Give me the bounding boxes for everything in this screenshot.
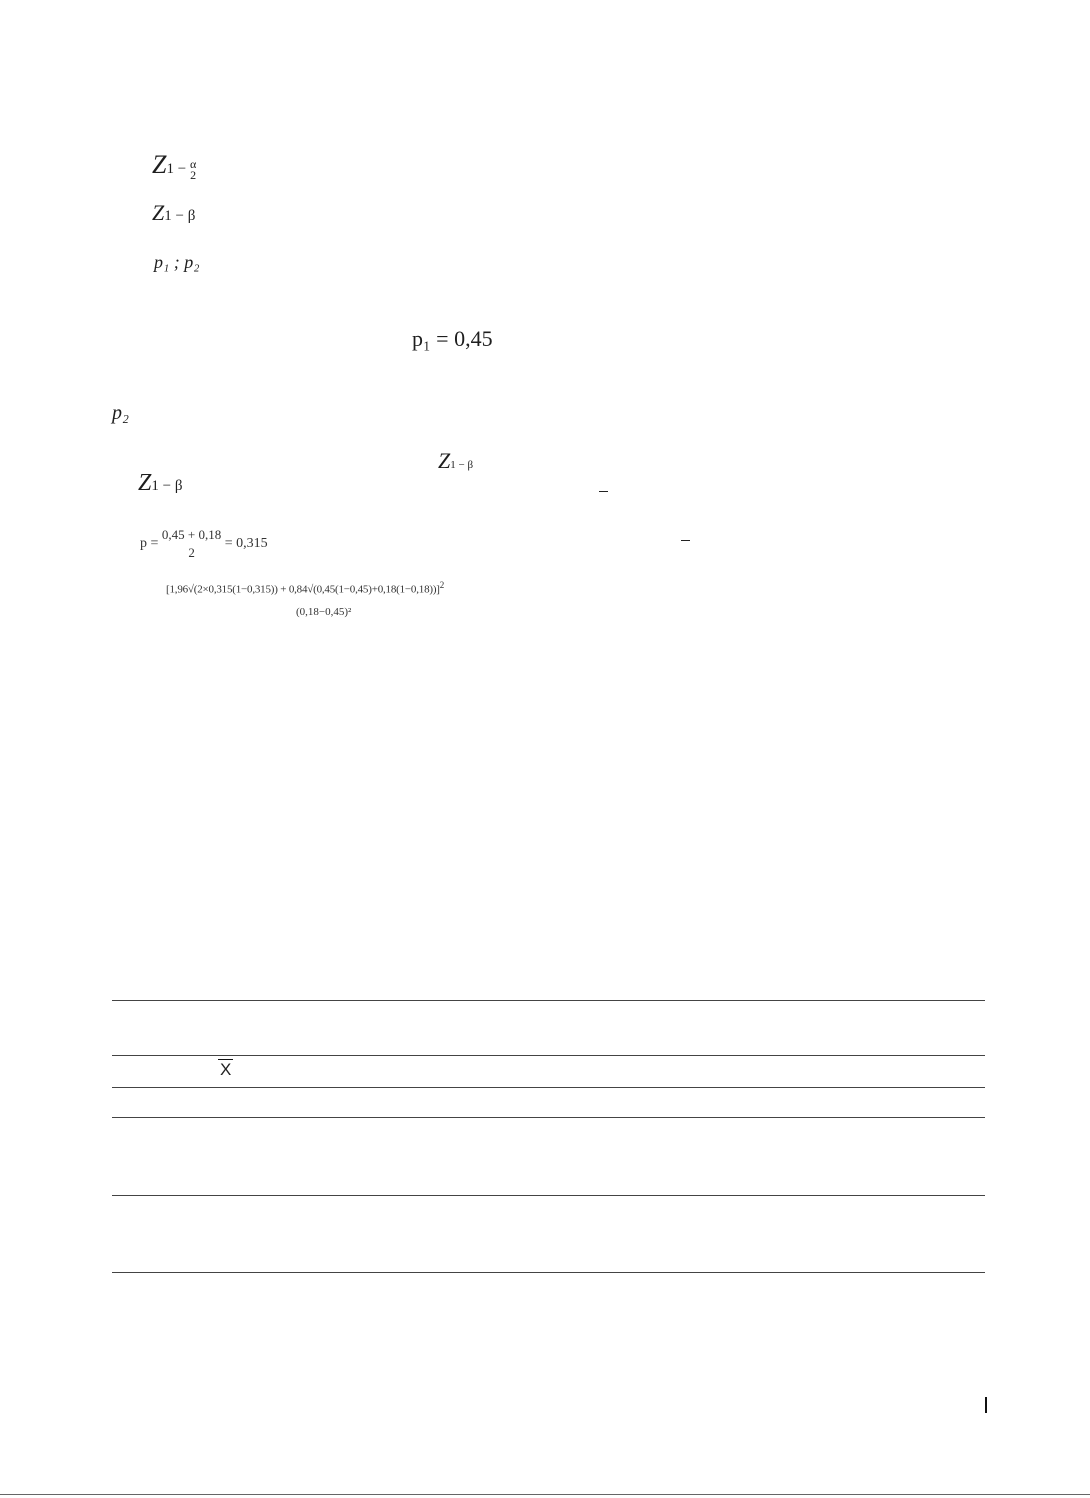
z-alpha-subscript: 1 − α 2 — [166, 156, 197, 182]
table-rule — [112, 1195, 985, 1196]
sample-size-numerator: $[1,96√(2\times 0,315(1-0,315)) + 0,84√(0,45(1-0,45)+0,18(1-0,18))]^2$ — [166, 580, 445, 596]
z-beta-symbol: Z1 − β — [152, 200, 196, 225]
overbar-mark — [599, 491, 608, 492]
table-rule-bottom — [112, 1272, 985, 1273]
z-beta-left-symbol: Z1 − β — [138, 470, 183, 496]
p1-value: p₁ = 0,45 — [412, 326, 493, 351]
p2-symbol: p₂ — [112, 402, 129, 424]
pbar-fraction — [162, 526, 221, 562]
table-mean-symbol: X — [220, 1060, 232, 1079]
pbar-numerator: 0,45 + 0,18 — [161, 527, 222, 542]
table-rule — [112, 1087, 985, 1088]
z-beta-mid-symbol: Z1 − β — [438, 448, 474, 473]
p1-p2-symbol: p₁ ; p₂ — [154, 252, 200, 272]
footer-line — [0, 1494, 1090, 1495]
table-rule — [112, 1117, 985, 1118]
pbar-lhs: p = — [140, 536, 159, 552]
pbar-rhs: = 0,315 — [224, 536, 268, 552]
sample-size-denominator: (0,18−0,45)² — [296, 606, 352, 618]
pbar-formula — [140, 526, 268, 562]
pbar-denominator: 2 — [188, 545, 195, 560]
table-rule — [112, 1055, 985, 1056]
page-number-mark — [985, 1397, 987, 1413]
overbar-mark — [681, 540, 690, 541]
table-rule-top — [112, 1000, 985, 1001]
z-alpha-symbol: Z1 − α 2 — [152, 150, 197, 182]
